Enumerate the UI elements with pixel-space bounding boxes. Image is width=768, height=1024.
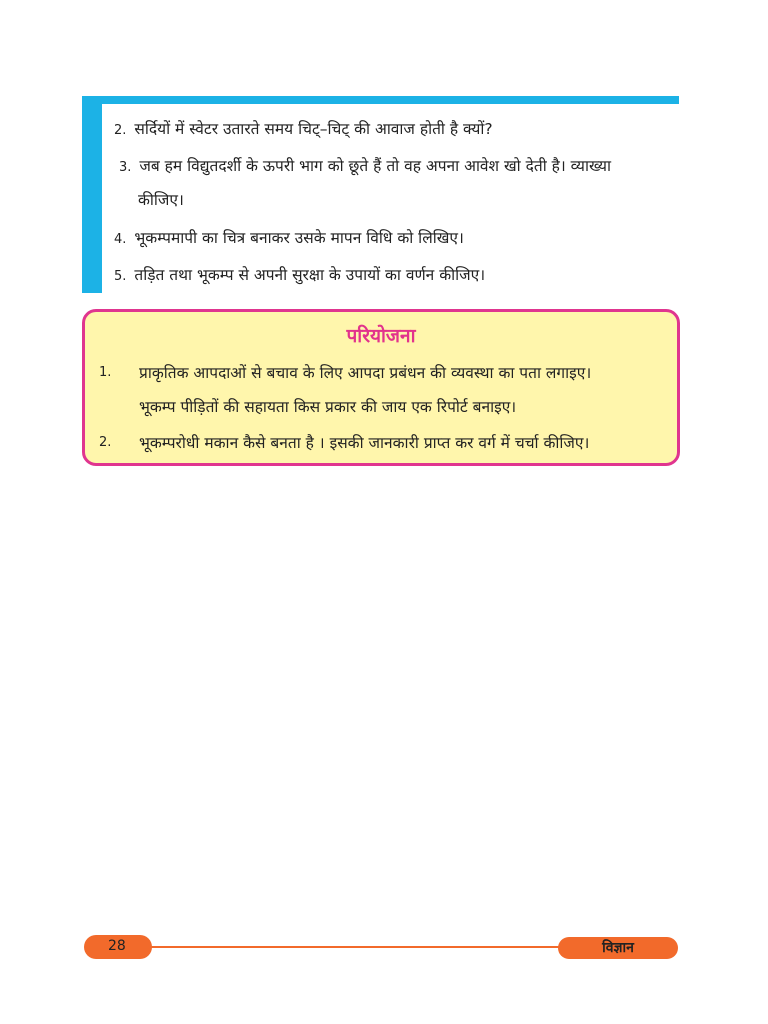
project-item-text: भूकम्परोधी मकान कैसे बनता है । इसकी जानकारी प्राप्त कर वर्ग में चर्चा कीजिए। (139, 434, 590, 452)
question-number: 2. (114, 123, 127, 138)
question-item (119, 155, 611, 179)
project-title: परियोजना (346, 325, 416, 347)
question-text: सर्दियों में स्वेटर उतारते समय चिट्–चिट् की आवाज होती है क्यों? (134, 120, 493, 138)
question-text: भूकम्पमापी का चित्र बनाकर उसके मापन विधि को लिखिए। (134, 229, 464, 247)
question-item (114, 264, 485, 288)
project-item-number: 1. (99, 365, 112, 380)
project-item-text-continued: भूकम्प पीड़ितों की सहायता किस प्रकार की जाय एक रिपोर्ट बनाइए। (139, 398, 517, 416)
questions-top-bar (82, 96, 679, 104)
question-number: 3. (119, 160, 132, 175)
question-number: 5. (114, 269, 127, 284)
question-item (114, 227, 464, 251)
project-box (82, 309, 680, 466)
project-item-text: प्राकृतिक आपदाओं से बचाव के लिए आपदा प्रबंधन की व्यवस्था का पता लगाइए। (139, 364, 592, 382)
question-text: तड़ित तथा भूकम्प से अपनी सुरक्षा के उपायों का वर्णन कीजिए। (134, 266, 486, 284)
subject-label: विज्ञान (558, 937, 678, 959)
question-number: 4. (114, 232, 127, 247)
footer-divider (140, 946, 570, 948)
project-item-number: 2. (99, 435, 112, 450)
question-text-continued: कीजिए। (138, 191, 184, 209)
question-text: जब हम विद्युतदर्शी के ऊपरी भाग को छूते हैं तो वह अपना आवेश खो देती है। व्याख्या (139, 157, 612, 175)
questions-left-bar (82, 96, 102, 293)
page-number: 28 (108, 938, 126, 954)
question-item (114, 118, 493, 142)
